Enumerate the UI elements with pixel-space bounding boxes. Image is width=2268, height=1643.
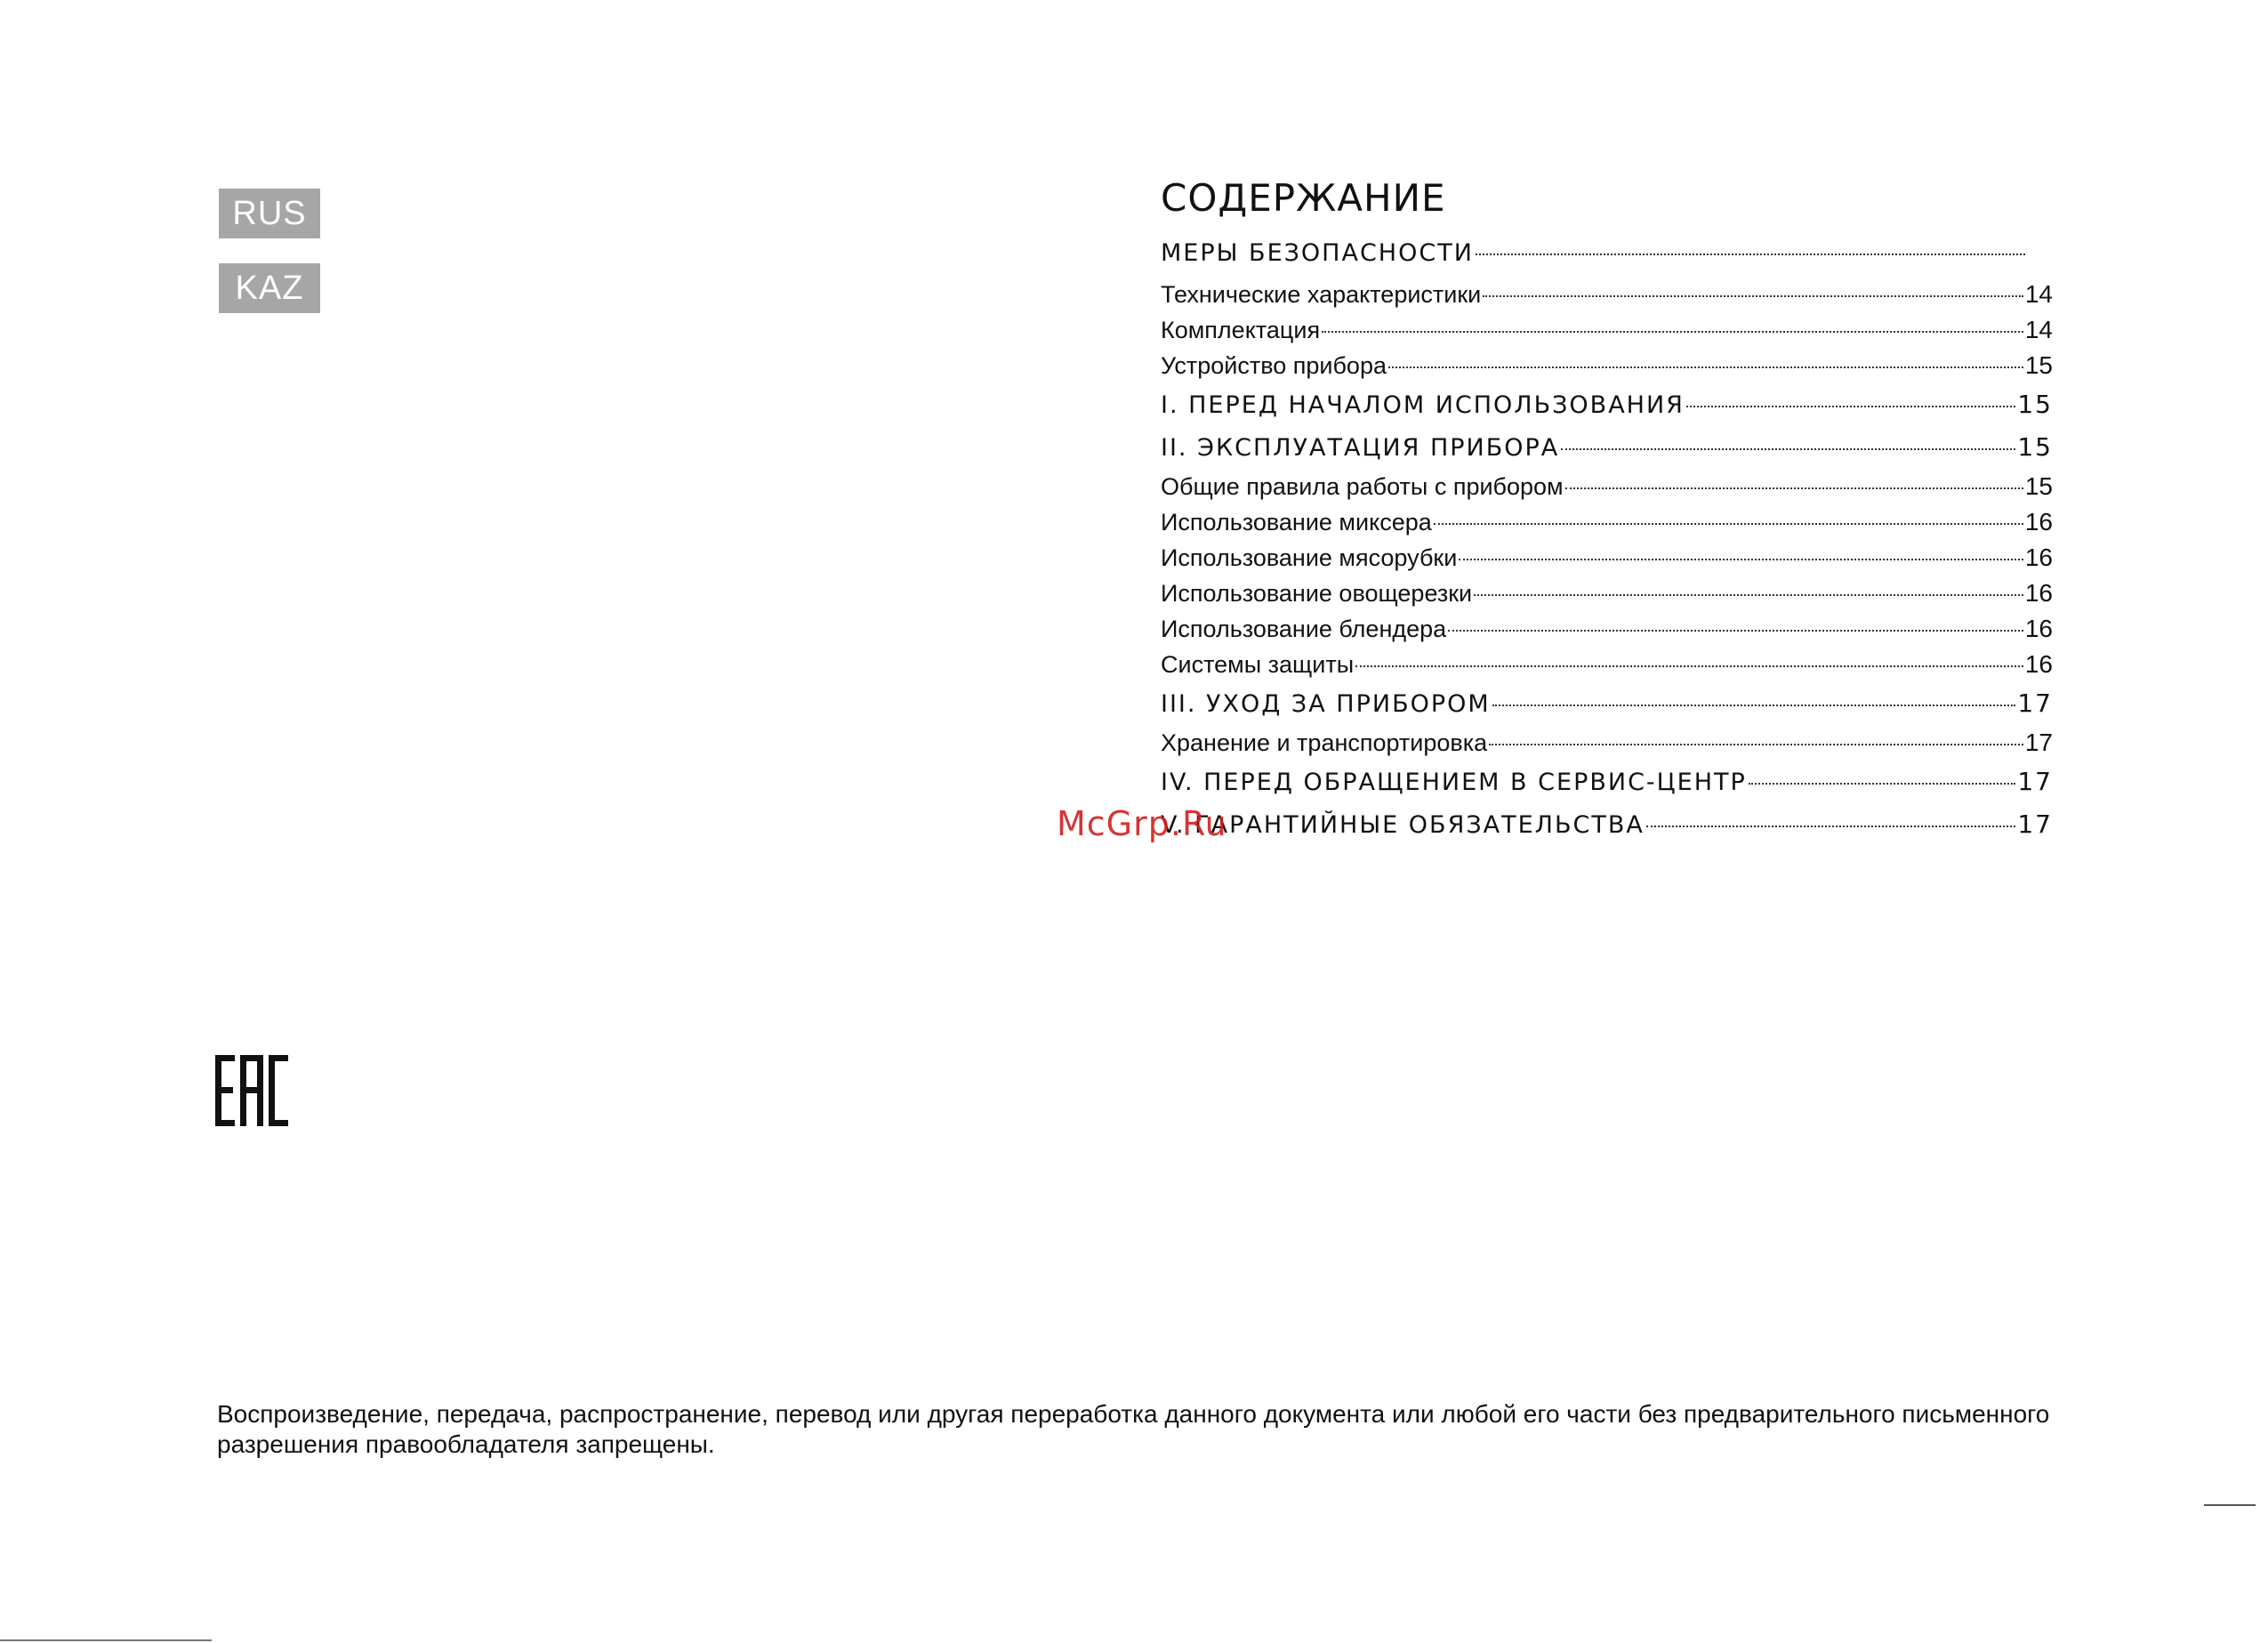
toc-entry-page: 16 [2024, 615, 2053, 642]
bottom-edge-rule [0, 1639, 212, 1641]
toc-dot-leader [1434, 523, 2023, 525]
language-badge-rus[interactable]: RUS [219, 189, 320, 238]
toc-entry-page: 17 [2017, 809, 2053, 839]
toc-entry-service-center[interactable] [1161, 761, 2053, 803]
toc-entry-label: IV. ПЕРЕД ОБРАЩЕНИЕМ В СЕРВИС-ЦЕНТР [1161, 769, 1747, 796]
toc-dot-leader [1492, 705, 2016, 706]
toc-dot-leader [1489, 744, 2023, 745]
toc-entry-warranty[interactable] [1161, 803, 2053, 846]
toc-entry-storage[interactable] [1161, 725, 2053, 761]
toc-entry-label: Использование миксера [1161, 509, 1432, 536]
toc-title: СОДЕРЖАНИЕ [1161, 176, 1446, 220]
toc-entry-page: 15 [2024, 472, 2053, 500]
eac-mark-icon [215, 1055, 288, 1131]
toc-entry-mixer[interactable] [1161, 504, 2053, 540]
toc-entry-general-rules[interactable] [1161, 469, 2053, 504]
toc-dot-leader [1476, 254, 2025, 255]
toc-entry-device[interactable] [1161, 348, 2053, 383]
toc-dot-leader [1459, 559, 2023, 560]
toc-entry-safety[interactable] [1161, 232, 2027, 277]
toc-entry-page: 17 [2024, 729, 2053, 756]
toc-entry-label: Системы защиты [1161, 651, 1355, 678]
toc-entry-page: 15 [2017, 432, 2053, 462]
toc-dot-leader [1561, 448, 2015, 450]
toc-dot-leader [1646, 826, 2016, 827]
watermark: McGrp.Ru [1057, 804, 1227, 843]
toc-entry-page: 15 [2024, 351, 2053, 379]
toc-entry-page: 16 [2024, 579, 2053, 607]
toc-entry-page: 14 [2024, 280, 2053, 308]
toc-entry-label: Использование блендера [1161, 616, 1447, 642]
toc-entry-care[interactable] [1161, 682, 2053, 725]
toc-dot-leader [1565, 487, 2023, 489]
toc-entry-label: Технические характеристики [1161, 281, 1482, 308]
copyright-notice: Воспроизведение, передача, распространение, перевод или другая переработка данного документа или любой его части без предварительного письменного разрешения правообладателя запрещены. [217, 1400, 2050, 1458]
toc-entry-label: I. ПЕРЕД НАЧАЛОМ ИСПОЛЬЗОВАНИЯ [1161, 391, 1685, 419]
toc-entry-label: III. УХОД ЗА ПРИБОРОМ [1161, 690, 1491, 718]
toc-entry-label: Использование мясорубки [1161, 544, 1458, 571]
toc-entry-vegetable-cutter[interactable] [1161, 576, 2053, 611]
toc-dot-leader [1388, 366, 2023, 368]
toc-entry-package[interactable] [1161, 312, 2053, 348]
toc-dot-leader [1483, 295, 2023, 297]
toc-entry-page: 16 [2024, 650, 2053, 678]
toc-entry-operation[interactable] [1161, 426, 2053, 469]
toc-dot-leader [1355, 665, 2023, 667]
toc-entry-page: 17 [2017, 767, 2053, 796]
table-of-contents [1161, 176, 2053, 846]
toc-entry-before-use[interactable] [1161, 383, 2053, 426]
toc-entry-label: Использование овощерезки [1161, 580, 1473, 607]
page-corner-rule [2204, 1504, 2256, 1506]
toc-entry-protection[interactable] [1161, 647, 2053, 682]
toc-entry-label: II. ЭКСПЛУАТАЦИЯ ПРИБОРА [1161, 434, 1560, 462]
toc-entry-label: Общие правила работы с прибором [1161, 473, 1564, 500]
toc-entry-label: МЕРЫ БЕЗОПАСНОСТИ [1161, 239, 1474, 267]
toc-entry-label: Комплектация [1161, 317, 1321, 343]
toc-dot-leader [1448, 630, 2023, 632]
toc-entry-label: Устройство прибора [1161, 352, 1387, 379]
toc-entry-page: 17 [2017, 689, 2053, 718]
toc-dot-leader [1474, 594, 2023, 596]
toc-entry-meat-grinder[interactable] [1161, 540, 2053, 576]
toc-dot-leader [1686, 406, 2015, 407]
language-badge-kaz[interactable]: KAZ [219, 263, 320, 313]
toc-entry-page: 14 [2024, 316, 2053, 343]
toc-dot-leader [1322, 331, 2023, 333]
toc-entry-blender[interactable] [1161, 611, 2053, 647]
toc-entry-specs[interactable] [1161, 277, 2053, 312]
toc-entry-page: 16 [2024, 508, 2053, 536]
toc-entry-page: 15 [2017, 390, 2053, 419]
toc-entry-label: Хранение и транспортировка [1161, 729, 1488, 756]
toc-entry-label: V. ГАРАНТИЙНЫЕ ОБЯЗАТЕЛЬСТВА [1161, 811, 1645, 839]
toc-entry-page: 16 [2024, 544, 2053, 571]
toc-dot-leader [1749, 783, 2016, 785]
